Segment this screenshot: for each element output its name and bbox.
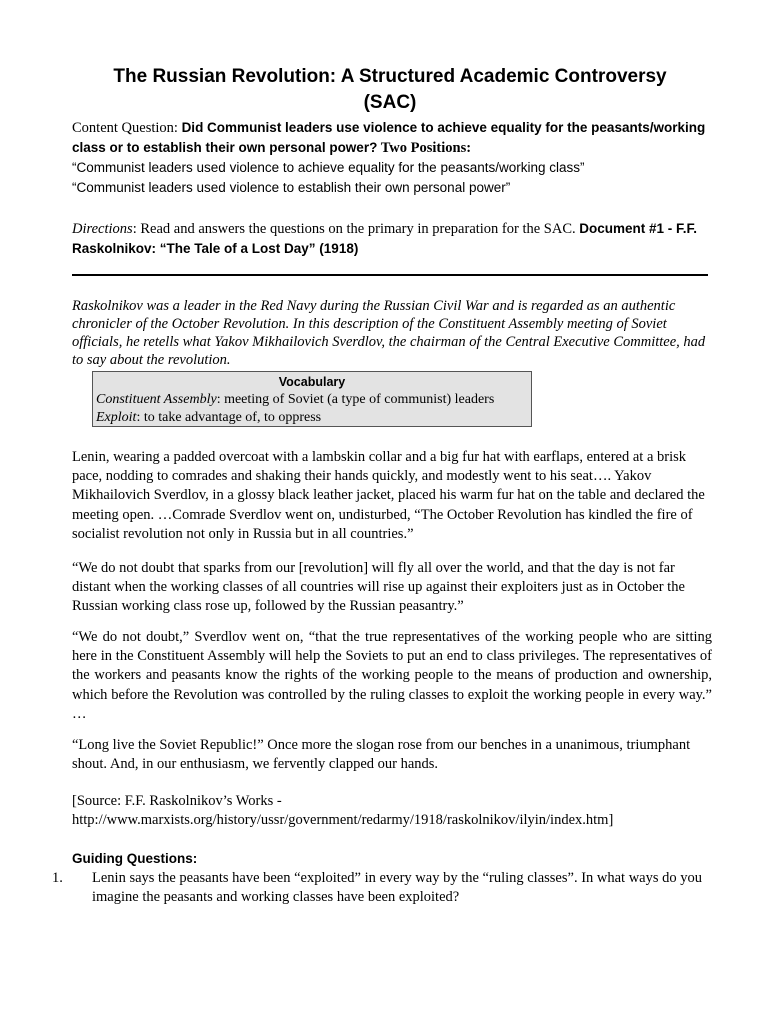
content-question-text: Did Communist leaders use violence to achieve equality for the peasants/working class or to establish their own personal power? xyxy=(72,120,706,155)
position-1: “Communist leaders used violence to achieve equality for the peasants/working class” xyxy=(72,160,585,175)
guiding-question-item xyxy=(52,869,712,908)
directions-label: Directions xyxy=(72,221,133,237)
vocabulary-heading: Vocabulary xyxy=(278,375,346,389)
body-paragraph-1: Lenin, wearing a padded overcoat with a lambskin collar and a big fur hat with earflaps, entered at a brisk pace, nodding to comrades and shaking their hands quickly, and modestly went to his seat…. Yakov Mikhailovich Sverdlov, in a glossy black leather jacket, placed his warm fur hat on the table and declared the meeting open. …Comrade Sverdlov went on, undisturbed, “The October Revolution has kindled the fire of socialist revolution not only in Russia but in all countries.” xyxy=(72,449,705,542)
document-label: Document #1 - F.F. Raskolnikov: “The Tale of a Lost Day” (1918) xyxy=(72,221,698,256)
intro-paragraph: Raskolnikov was a leader in the Red Navy during the Russian Civil War and is regarded as an authentic chronicler of the October Revolution. In this description of the Constituent Assembly meeting of Soviet officials, he retells what Yakov Mikhailovich Sverdlov, the chairman of the Central Executive Committee, had to say about the revolution. xyxy=(72,298,706,368)
directions-text: : Read and answers the questions on the primary in preparation for the SAC. xyxy=(132,221,580,237)
vocabulary-term: Exploit xyxy=(96,410,137,425)
document-title xyxy=(70,64,710,116)
positions-label: Two Positions: xyxy=(377,140,472,156)
vocabulary-definition: : to take advantage of, to oppress xyxy=(136,410,322,425)
vocabulary-entry xyxy=(96,391,528,409)
vocabulary-entry xyxy=(96,409,528,427)
vocabulary-definition: : meeting of Soviet (a type of communist) leaders xyxy=(216,392,495,407)
vocabulary-box xyxy=(92,371,532,427)
source-url: http://www.marxists.org/history/ussr/government/redarmy/1918/raskolnikov/ilyin/index.htm] xyxy=(72,812,614,829)
guiding-questions-heading: Guiding Questions: xyxy=(72,851,198,866)
vocabulary-term: Constituent Assembly xyxy=(96,392,217,407)
guiding-questions xyxy=(52,849,712,908)
body-paragraph-4: “Long live the Soviet Republic!” Once more the slogan rose from our benches in a unanimous, triumphant shout. And, in our enthusiasm, we fervently clapped our hands. xyxy=(72,737,691,773)
question-number: 1. xyxy=(52,869,63,886)
source-line-1: [Source: F.F. Raskolnikov’s Works - xyxy=(72,793,282,809)
divider xyxy=(72,274,708,276)
question-text: Lenin says the peasants have been “exploited” in every way by the “ruling classes”. In what ways do you imagine the peasants and working classes have been exploited? xyxy=(92,869,703,905)
directions xyxy=(72,219,712,259)
title-line-1: The Russian Revolution: A Structured Academic Controversy xyxy=(113,66,667,87)
position-2: “Communist leaders used violence to establish their own personal power” xyxy=(72,180,511,195)
body-paragraph-3: “We do not doubt,” Sverdlov went on, “that the true representatives of the working people who are sitting here in the Constituent Assembly will help the Soviets to put an end to class privileges. The representatives of the workers and peasants know the rights of the working people to the means of production and ownership, which before the Revolution was controlled by the ruling classes to exploit the working people in every way.” … xyxy=(72,629,712,722)
content-question-label: Content Question: xyxy=(72,120,182,136)
title-line-2: (SAC) xyxy=(363,92,417,113)
body-paragraph-2: “We do not doubt that sparks from our [revolution] will fly all over the world, and that the day is not far distant when the working classes of all countries will rise up against their exploiters just as in October the Russian working class rose up, followed by the Russian peasantry.” xyxy=(72,560,685,615)
content-question xyxy=(72,118,712,198)
source-citation xyxy=(72,792,712,830)
